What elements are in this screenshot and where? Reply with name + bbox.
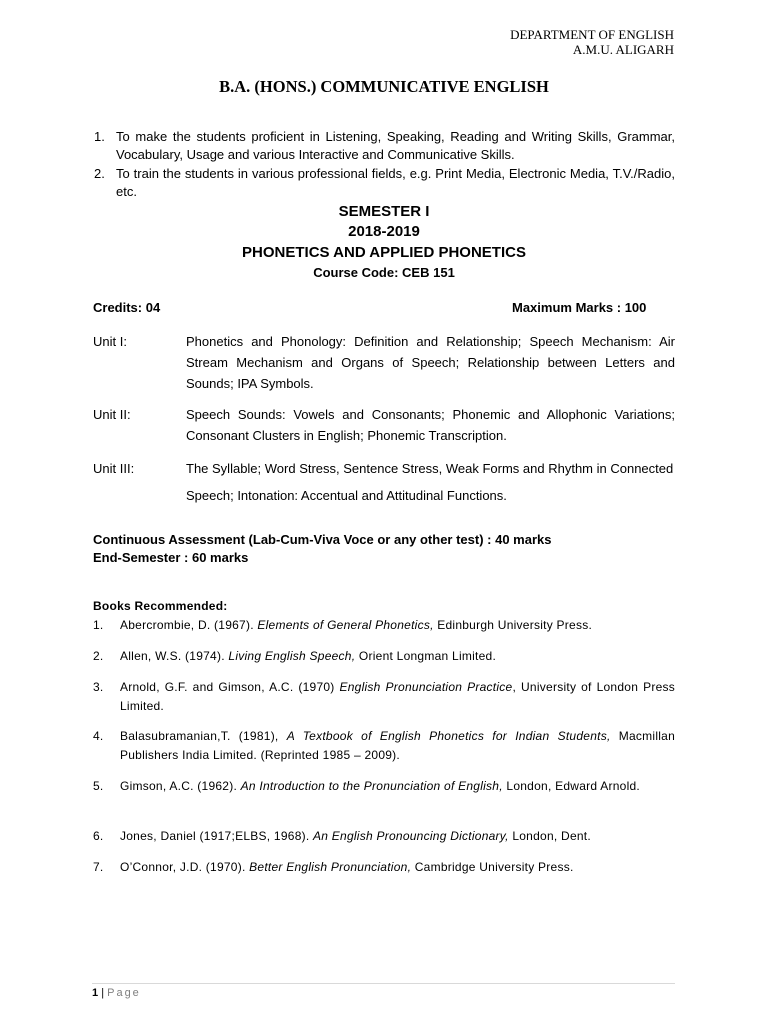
book-author: Abercrombie, D. (1967). xyxy=(120,618,258,632)
unit-description-line: The Syllable; Word Stress, Sentence Stress, Weak Forms and Rhythm in Connected xyxy=(186,461,674,476)
book-number: 6. xyxy=(93,829,104,843)
semester-heading: SEMESTER I xyxy=(338,203,430,220)
page-title: B.A. (HONS.) COMMUNICATIVE ENGLISH xyxy=(219,77,549,96)
page-footer xyxy=(92,987,141,999)
book-publisher: Edinburgh University Press. xyxy=(433,618,593,632)
continuous-assessment: Continuous Assessment (Lab-Cum-Viva Voce or any other test) : 40 marks xyxy=(93,532,552,547)
book-title: An Introduction to the Pronunciation of English, xyxy=(240,779,503,793)
course-title: PHONETICS AND APPLIED PHONETICS xyxy=(242,244,526,261)
book-publisher: Cambridge University Press. xyxy=(411,860,574,874)
objective-number: 2. xyxy=(94,166,105,181)
department-name: DEPARTMENT OF ENGLISH xyxy=(510,27,674,42)
book-author: Balasubramanian,T. (1981), xyxy=(120,729,287,743)
page-number: 1 xyxy=(92,987,99,999)
end-semester-assessment: End-Semester : 60 marks xyxy=(93,550,249,565)
book-number: 4. xyxy=(93,729,104,743)
objective-item xyxy=(94,165,675,201)
book-publisher: Macmillan Publishers India Limited. (Reprinted 1985 – 2009). xyxy=(120,729,675,762)
book-author: Arnold, G.F. and Gimson, A.C. (1970) xyxy=(120,680,340,694)
book-title: An English Pronouncing Dictionary, xyxy=(313,829,509,843)
footer-divider xyxy=(92,983,675,984)
unit-description: Phonetics and Phonology: Definition and Relationship; Speech Mechanism: Air Stream Mechanism and Organs of Speech; Relationship between Letters and Sounds; IPA Symbols. xyxy=(186,334,675,391)
book-item xyxy=(93,827,675,846)
book-item xyxy=(93,727,675,765)
book-number: 3. xyxy=(93,680,104,694)
book-publisher: London, Edward Arnold. xyxy=(502,779,640,793)
book-item xyxy=(93,777,675,796)
course-code: Course Code: CEB 151 xyxy=(313,265,455,280)
book-number: 2. xyxy=(93,649,104,663)
book-publisher: London, Dent. xyxy=(508,829,591,843)
book-number: 5. xyxy=(93,779,104,793)
department-header xyxy=(510,27,674,57)
credits: Credits: 04 xyxy=(93,300,161,315)
book-number: 7. xyxy=(93,860,104,874)
book-title: Living English Speech, xyxy=(228,649,356,663)
book-number: 1. xyxy=(93,618,104,632)
unit-label: Unit III: xyxy=(93,461,135,476)
book-item xyxy=(93,678,675,716)
university-name: A.M.U. ALIGARH xyxy=(572,42,674,57)
book-author: O’Connor, J.D. (1970). xyxy=(120,860,250,874)
book-title: Better English Pronunciation, xyxy=(249,860,412,874)
book-item xyxy=(93,616,675,635)
objective-item xyxy=(94,128,675,164)
footer-separator: | xyxy=(101,987,105,999)
book-title: Elements of General Phonetics, xyxy=(257,618,434,632)
unit-description-line: Speech; Intonation: Accentual and Attitudinal Functions. xyxy=(186,488,507,503)
objective-text: To make the students proficient in Listening, Speaking, Reading and Writing Skills, Grammar, Vocabulary, Usage and various Interactive and Communicative Skills. xyxy=(116,129,675,162)
session-heading: 2018-2019 xyxy=(348,223,420,240)
book-author: Allen, W.S. (1974). xyxy=(120,649,229,663)
book-item xyxy=(93,858,675,877)
book-author: Gimson, A.C. (1962). xyxy=(120,779,241,793)
unit-label: Unit I: xyxy=(93,334,127,349)
book-publisher: , University of London Press Limited. xyxy=(120,680,675,713)
book-title: A Textbook of English Phonetics for Indian Students, xyxy=(286,729,611,743)
unit-description: Speech Sounds: Vowels and Consonants; Phonemic and Allophonic Variations; Consonant Clusters in English; Phonemic Transcription. xyxy=(186,407,675,443)
book-item xyxy=(93,647,675,666)
book-author: Jones, Daniel (1917;ELBS, 1968). xyxy=(120,829,314,843)
books-heading: Books Recommended: xyxy=(93,599,228,613)
unit-label: Unit II: xyxy=(93,407,131,422)
maximum-marks: Maximum Marks : 100 xyxy=(512,300,647,315)
objective-text: To train the students in various professional fields, e.g. Print Media, Electronic Media, T.V./Radio, etc. xyxy=(116,166,675,199)
book-publisher: Orient Longman Limited. xyxy=(355,649,497,663)
book-title: English Pronunciation Practice xyxy=(339,680,513,694)
objective-number: 1. xyxy=(94,129,105,144)
page-label: Page xyxy=(107,987,141,999)
